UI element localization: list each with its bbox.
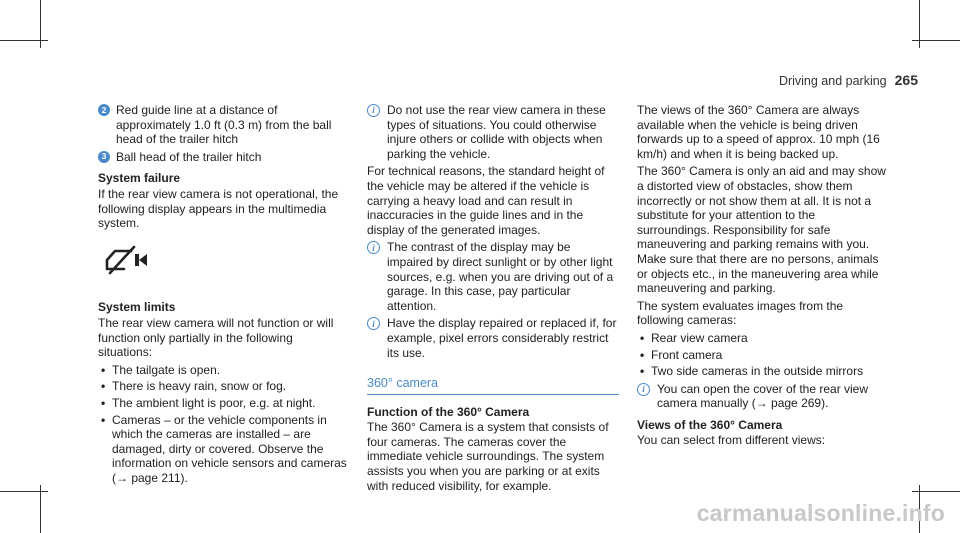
note — [367, 316, 619, 360]
failure-text: If the rear view camera is not operational, the following display appears in the multimedia system. — [98, 186, 339, 231]
page-number: 265 — [894, 72, 918, 88]
page-header — [779, 72, 918, 88]
note-text: The contrast of the display may be impaired by direct sunlight or by other light sources, e.g. when you are driving out of a garage. In this case, pay particular attention. — [387, 240, 614, 313]
paragraph: The 360° Camera is only an aid and may show a distorted view of obstacles, show them incorrectly or not show them at all. It is not a substitute for your attention to the surroundings. Responsibility for safe maneuvering and parking remains with you. Make sure that there are no persons, animals or objects etc., in the maneuvering area while maneuvering and parking. — [637, 164, 886, 296]
column-3 — [637, 103, 889, 451]
paragraph: The system evaluates images from the following cameras: — [637, 298, 844, 328]
info-icon: i — [637, 383, 650, 396]
list-item: • Rear view camera — [637, 331, 889, 346]
camera-list — [637, 331, 889, 379]
watermark[interactable]: carmanualsonline.info — [696, 500, 945, 526]
views-text: You can select from different views: — [637, 433, 826, 448]
section-title: 360° camera — [367, 376, 619, 395]
info-icon: i — [367, 104, 380, 117]
limits-heading: System limits — [98, 300, 176, 315]
paragraph: For technical reasons, the standard height of the vehicle may be altered if the vehicle is carrying a heavy load and can result in inaccuracies in the guide lines and in the display of the generated images. — [367, 164, 605, 237]
callout-number: 3 — [98, 151, 110, 163]
failure-heading: System failure — [98, 171, 181, 186]
callout-item — [98, 150, 350, 165]
list-item: • The tailgate is open. — [98, 363, 350, 378]
note — [367, 240, 619, 313]
callout-item — [98, 103, 350, 147]
camera-crossed-out-icon — [104, 245, 350, 279]
limits-text: The rear view camera will not function or will function only partially in the following situations: — [98, 315, 334, 360]
list-item: • The ambient light is poor, e.g. at night. — [98, 396, 350, 411]
crop-mark — [40, 0, 41, 48]
function-heading: Function of the 360° Camera — [367, 404, 530, 419]
crop-mark — [40, 485, 41, 533]
list-item: • Two side cameras in the outside mirrors — [637, 364, 889, 379]
note — [367, 103, 619, 161]
note-text: Do not use the rear view camera in these types of situations. You could otherwise injure others or collide with objects when parking the vehicle. — [387, 103, 606, 161]
info-icon: i — [367, 317, 380, 330]
callout-number: 2 — [98, 104, 110, 116]
column-1 — [98, 103, 350, 488]
note-text: Have the display repaired or replaced if, for example, pixel errors considerably restrict its use. — [387, 316, 617, 360]
section-name: Driving and parking — [778, 74, 887, 88]
note — [637, 382, 889, 411]
info-icon: i — [367, 241, 380, 254]
crop-mark — [919, 0, 920, 48]
callout-text: Red guide line at a distance of approximately 1.0 ft (0.3 m) from the ball head of the trailer hitch — [116, 103, 332, 147]
function-text: The 360° Camera is a system that consists of four cameras. The cameras cover the immediate vehicle surroundings. The system assists you when you are parking or at exits with reduced visibility, for example. — [367, 420, 609, 493]
callout-text: Ball head of the trailer hitch — [116, 149, 262, 164]
column-2 — [367, 103, 619, 496]
note-text: You can open the cover of the rear view camera manually (→ page 269). — [657, 381, 869, 411]
views-heading: Views of the 360° Camera — [637, 417, 783, 432]
paragraph: The views of the 360° Camera are always available when the vehicle is being driven forwards up to a speed of approx. 10 mph (16 km/h) and when it is being backed up. — [637, 103, 880, 161]
list-item: • Cameras – or the vehicle components in which the cameras are installed – are damaged, dirty or covered. Observe the information on vehicle sensors and cameras (→ page 211). — [98, 413, 350, 486]
list-item: • Front camera — [637, 348, 889, 363]
list-item: • There is heavy rain, snow or fog. — [98, 379, 350, 394]
limits-list — [98, 363, 350, 486]
